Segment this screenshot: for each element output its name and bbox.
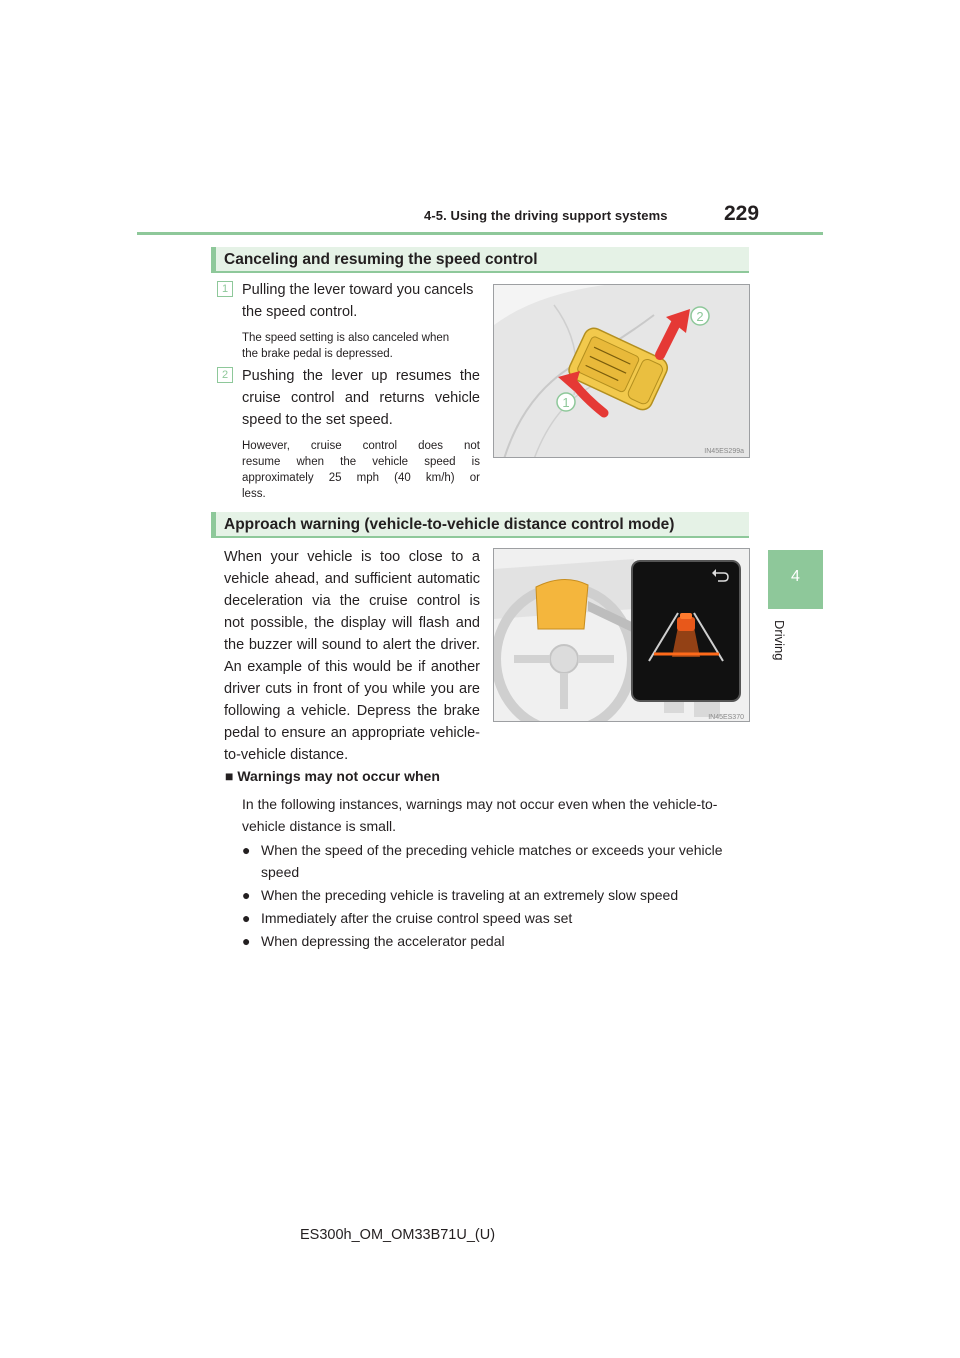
bullet-item-1: [242, 839, 762, 883]
para-line-6: An example of this would be if another: [224, 659, 480, 675]
cruise-lever-figure: [493, 284, 750, 458]
para-line-5: the buzzer will sound to alert the driver.: [224, 637, 480, 653]
bullet-dot-icon: ●: [242, 887, 251, 903]
chapter-label: Driving: [772, 620, 787, 661]
approach-warning-figure: [493, 548, 750, 722]
dashboard-illustration: [494, 549, 750, 722]
bullet-1-line-2: speed: [261, 864, 300, 880]
step-2-note-line-1: However, cruise control does not: [242, 440, 480, 452]
para-line-8: following a vehicle. Depress the brake: [224, 703, 480, 719]
warning-subheading: [225, 768, 440, 784]
step-2-note-line-3: approximately 25 mph (40 km/h) or: [242, 472, 480, 484]
running-header: 4-5. Using the driving support systems: [424, 208, 668, 223]
cruise-lever-illustration: [494, 285, 750, 458]
warning-intro-line-1: In the following instances, warnings may not occur even when the vehicle-to-: [242, 796, 718, 812]
step-2-line-2: cruise control and returns vehicle: [242, 390, 480, 406]
section-heading-cancel-resume: Canceling and resuming the speed control: [211, 247, 749, 273]
step-2-line-3: speed to the set speed.: [242, 412, 393, 428]
para-line-10: to-vehicle distance.: [224, 747, 349, 763]
page-number: 229: [724, 202, 760, 225]
warning-intro-line-2: vehicle distance is small.: [242, 818, 397, 834]
bullet-item-2: [242, 884, 762, 906]
section-heading-approach-warning: Approach warning (vehicle-to-vehicle distance control mode): [211, 512, 749, 538]
step-1-line-2: the speed control.: [242, 304, 358, 320]
step-2-note-line-2: resume when the vehicle speed is: [242, 456, 480, 468]
bullet-1-line-1: When the speed of the preceding vehicle matches or exceeds your vehicle: [261, 842, 723, 858]
bullet-2-text: When the preceding vehicle is traveling at an extremely slow speed: [261, 887, 679, 903]
step-marker-1: 1: [217, 281, 233, 297]
bullet-dot-icon: ●: [242, 842, 251, 858]
para-line-4: not possible, the display will flash and: [224, 615, 480, 631]
bullet-dot-icon: ●: [242, 910, 251, 926]
callout-1-label: 1: [562, 395, 570, 410]
step-1-line-1: Pulling the lever toward you cancels: [242, 282, 474, 298]
callout-2-label: 2: [696, 309, 704, 324]
multi-info-display-highlight: [536, 579, 588, 629]
para-line-7: driver cuts in front of you while you are: [224, 681, 480, 697]
document-code-footer: ES300h_OM_OM33B71U_(U): [300, 1227, 496, 1243]
bullet-3-text: Immediately after the cruise control speed was set: [261, 910, 573, 926]
step-2-note: [242, 438, 480, 502]
step-1-text: [242, 279, 480, 323]
warning-intro: [242, 793, 762, 837]
bullet-item-3: [242, 907, 762, 929]
chapter-label-wrap: [772, 620, 788, 661]
step-marker-2: 2: [217, 367, 233, 383]
step-1-note-line-1: The speed setting is also canceled when: [242, 332, 450, 344]
para-line-2: vehicle ahead, and sufficient automatic: [224, 571, 480, 587]
bullet-item-4: [242, 930, 762, 952]
step-1-note: [242, 330, 482, 362]
step-2-text: [242, 365, 480, 431]
bullet-dot-icon: ●: [242, 933, 251, 949]
approach-warning-paragraph: [224, 546, 480, 766]
para-line-1: When your vehicle is too close to a: [224, 549, 480, 565]
figure-2-code: IN45ES370: [708, 714, 744, 721]
step-2-line-1: Pushing the lever up resumes the: [242, 368, 480, 384]
bullet-4-text: When depressing the accelerator pedal: [261, 933, 505, 949]
para-line-9: pedal to ensure an appropriate vehicle-: [224, 725, 480, 741]
step-2-note-line-4: less.: [242, 488, 266, 500]
figure-1-code: IN45ES299a: [704, 448, 744, 455]
para-line-3: deceleration via the cruise control is: [224, 593, 480, 609]
warning-subheading-text: Warnings may not occur when: [237, 768, 440, 784]
header-rule: [137, 232, 823, 235]
square-bullet-icon: ■: [225, 768, 234, 784]
step-1-note-line-2: the brake pedal is depressed.: [242, 348, 393, 360]
chapter-number: 4: [791, 568, 800, 585]
